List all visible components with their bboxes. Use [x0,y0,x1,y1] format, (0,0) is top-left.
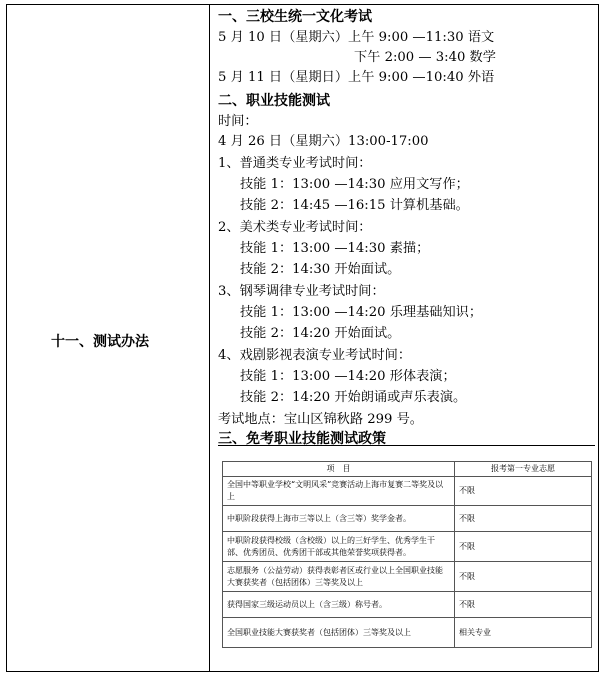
schedule-line: 时间： [218,114,258,129]
schedule-line: 下午 2:00 — 3:40 数学 [354,50,496,65]
policy-header-item: 项 目 [223,462,455,477]
policy-major-cell: 相关专业 [455,618,592,648]
section-heading: 三、免考职业技能测试政策 [218,431,386,447]
schedule-line: 4、戏剧影视表演专业考试时间： [218,348,412,363]
section-label-cell [7,5,210,671]
policy-table-row [223,592,592,618]
schedule-line: 1、普通类专业考试时间： [218,156,372,171]
policy-table-row [223,506,592,532]
policy-major-cell: 不限 [455,532,592,562]
policy-table-row [223,532,592,562]
policy-item-cell: 全国职业技能大赛获奖者（包括团体）三等奖及以上 [223,618,455,648]
section-heading: 一、三校生统一文化考试 [218,9,372,25]
section-heading: 二、职业技能测试 [218,93,330,109]
policy-table-header-row [223,462,592,477]
schedule-line: 2、美术类专业考试时间： [218,220,372,235]
schedule-line: 5 月 10 日（星期六）上午 9:00 —11:30 语文 [218,30,495,45]
policy-table-row [223,618,592,648]
schedule-line: 考试地点：宝山区锦秋路 299 号。 [218,412,423,427]
schedule-line: 技能 2：14:20 开始朗诵或声乐表演。 [240,390,467,405]
policy-header-major: 报考第一专业志愿 [455,462,592,477]
schedule-line: 5 月 11 日（星期日）上午 9:00 —10:40 外语 [218,70,495,85]
policy-item-cell: 志愿服务（公益劳动）获得表彰者区或行业以上全国职业技能大赛获奖者（包括团体）三等奖及以上 [223,562,455,592]
section-content-cell [218,5,596,671]
section-label: 十一、测试办法 [51,334,149,350]
policy-item-cell: 全国中等职业学校“文明风采”竞赛活动上海市复赛二等奖及以上 [223,477,455,506]
schedule-line: 3、钢琴调律专业考试时间： [218,284,385,299]
policy-table-row [223,562,592,592]
policy-item-cell: 中职阶段获得校级（含校级）以上的三好学生、优秀学生干部、优秀团员、优秀团干部或其他荣誉奖项获得者。 [223,532,455,562]
policy-item-cell: 获得国家三级运动员以上（含三级）称号者。 [223,592,455,618]
policy-major-cell: 不限 [455,506,592,532]
exemption-policy-table [222,461,592,648]
schedule-line: 技能 1：13:00 —14:30 素描； [240,241,430,256]
schedule-line: 技能 1：13:00 —14:20 形体表演； [240,369,456,384]
schedule-line: 4 月 26 日（星期六）13:00-17:00 [218,134,429,149]
schedule-line: 技能 2：14:20 开始面试。 [240,326,401,341]
schedule-table [6,4,599,672]
policy-major-cell: 不限 [455,477,592,506]
policy-major-cell: 不限 [455,562,592,592]
policy-table-row [223,477,592,506]
policy-item-cell: 中职阶段获得上海市三等以上（含三等）奖学金者。 [223,506,455,532]
schedule-line: 技能 1：13:00 —14:30 应用文写作； [240,177,469,192]
schedule-line: 技能 2：14:30 开始面试。 [240,262,401,277]
schedule-line: 技能 2：14:45 —16:15 计算机基础。 [240,198,469,213]
schedule-line: 技能 1：13:00 —14:20 乐理基础知识； [240,305,483,320]
policy-major-cell: 不限 [455,592,592,618]
